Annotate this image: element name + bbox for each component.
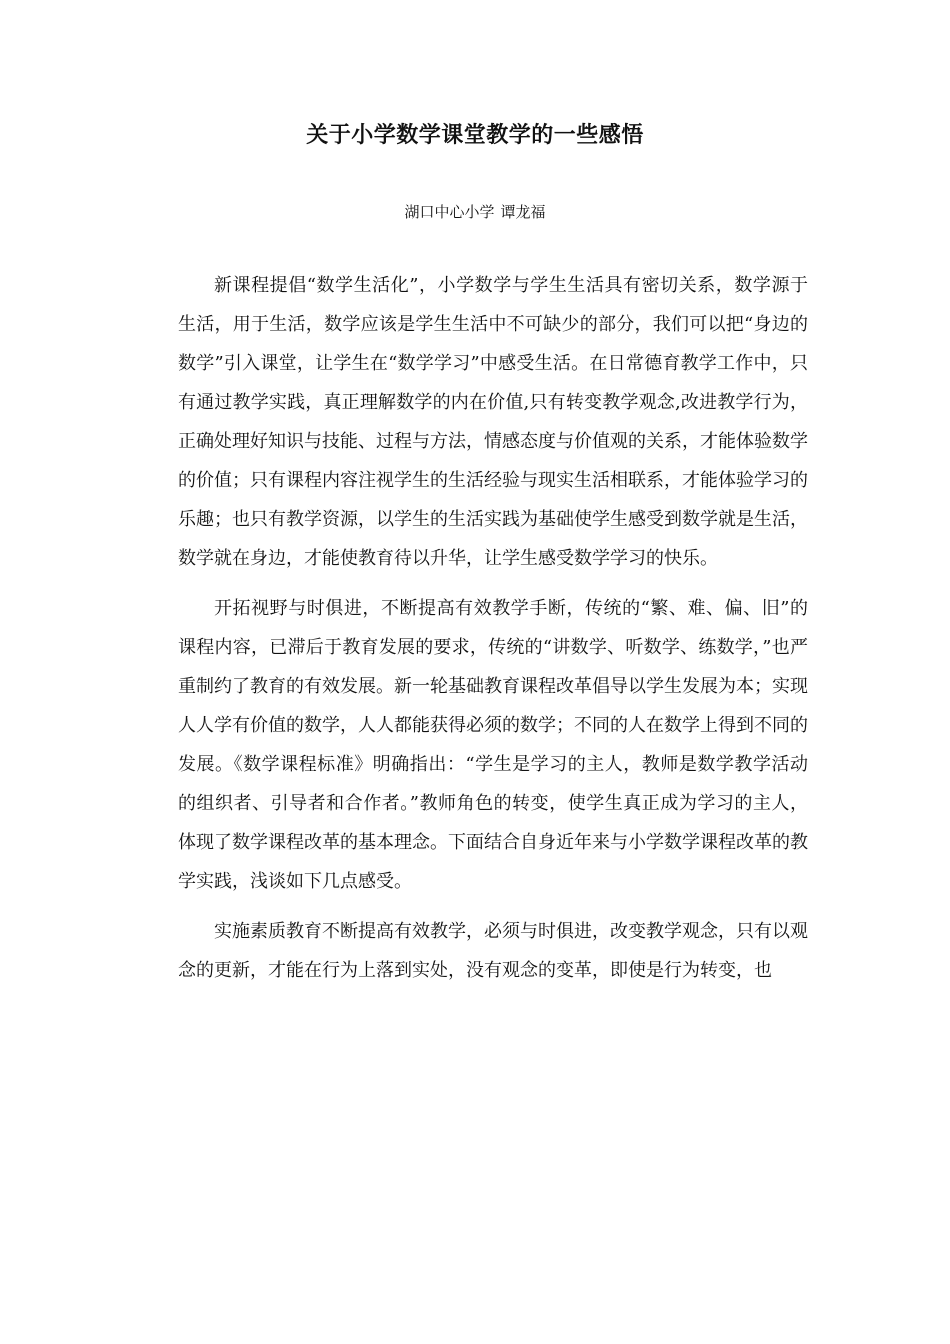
paragraph-1: 新课程提倡“数学生活化”，小学数学与学生生活具有密切关系，数学源于生活，用于生活，数学应该是学生生活中不可缺少的部分，我们可以把“身边的数学”引入课堂，让学生在“数学学习”中感受生活。在日常德育教学工作中，只有通过教学实践，真正理解数学的内在价值,只有转变教学观念,改进教学行为，正确处理好知识与技能、过程与方法，情感态度与价值观的关系，才能体验数学的价值；只有课程内容注视学生的生活经验与现实生活相联系，才能体验学习的乐趣；也只有教学资源，以学生的生活实践为基础使学生感受到数学就是生活，数学就在身边，才能使教育待以升华，让学生感受数学学习的快乐。	[178, 275, 808, 569]
author-byline	[0, 200, 950, 224]
document-title: 关于小学数学课堂教学的一些感悟	[306, 122, 644, 148]
paragraph-3: 实施素质教育不断提高有效教学，必须与时俱进，改变教学观念，只有以观念的更新，才能在行为上落到实处，没有观念的变革，即使是行为转变，也	[178, 921, 808, 981]
paragraph-2: 开拓视野与时俱进，不断提高有效教学手断，传统的“繁、难、偏、旧”的课程内容，已滞后于教育发展的要求，传统的“讲数学、听数学、练数学，”也严重制约了教育的有效发展。新一轮基础教育课程改革倡导以学生发展为本；实现人人学有价值的数学，人人都能获得必须的数学；不同的人在数学上得到不同的发展。《数学课程标准》明确指出：“学生是学习的主人，教师是数学教学活动的组织者、引导者和合作者。”教师角色的转变，使学生真正成为学习的主人，体现了数学课程改革的基本理念。下面结合自身近年来与小学数学课程改革的教学实践，浅谈如下几点感受。	[178, 598, 808, 892]
document-body	[178, 266, 808, 1001]
author-name: 谭龙福	[500, 203, 546, 221]
school-name: 湖口中心小学	[404, 203, 495, 221]
